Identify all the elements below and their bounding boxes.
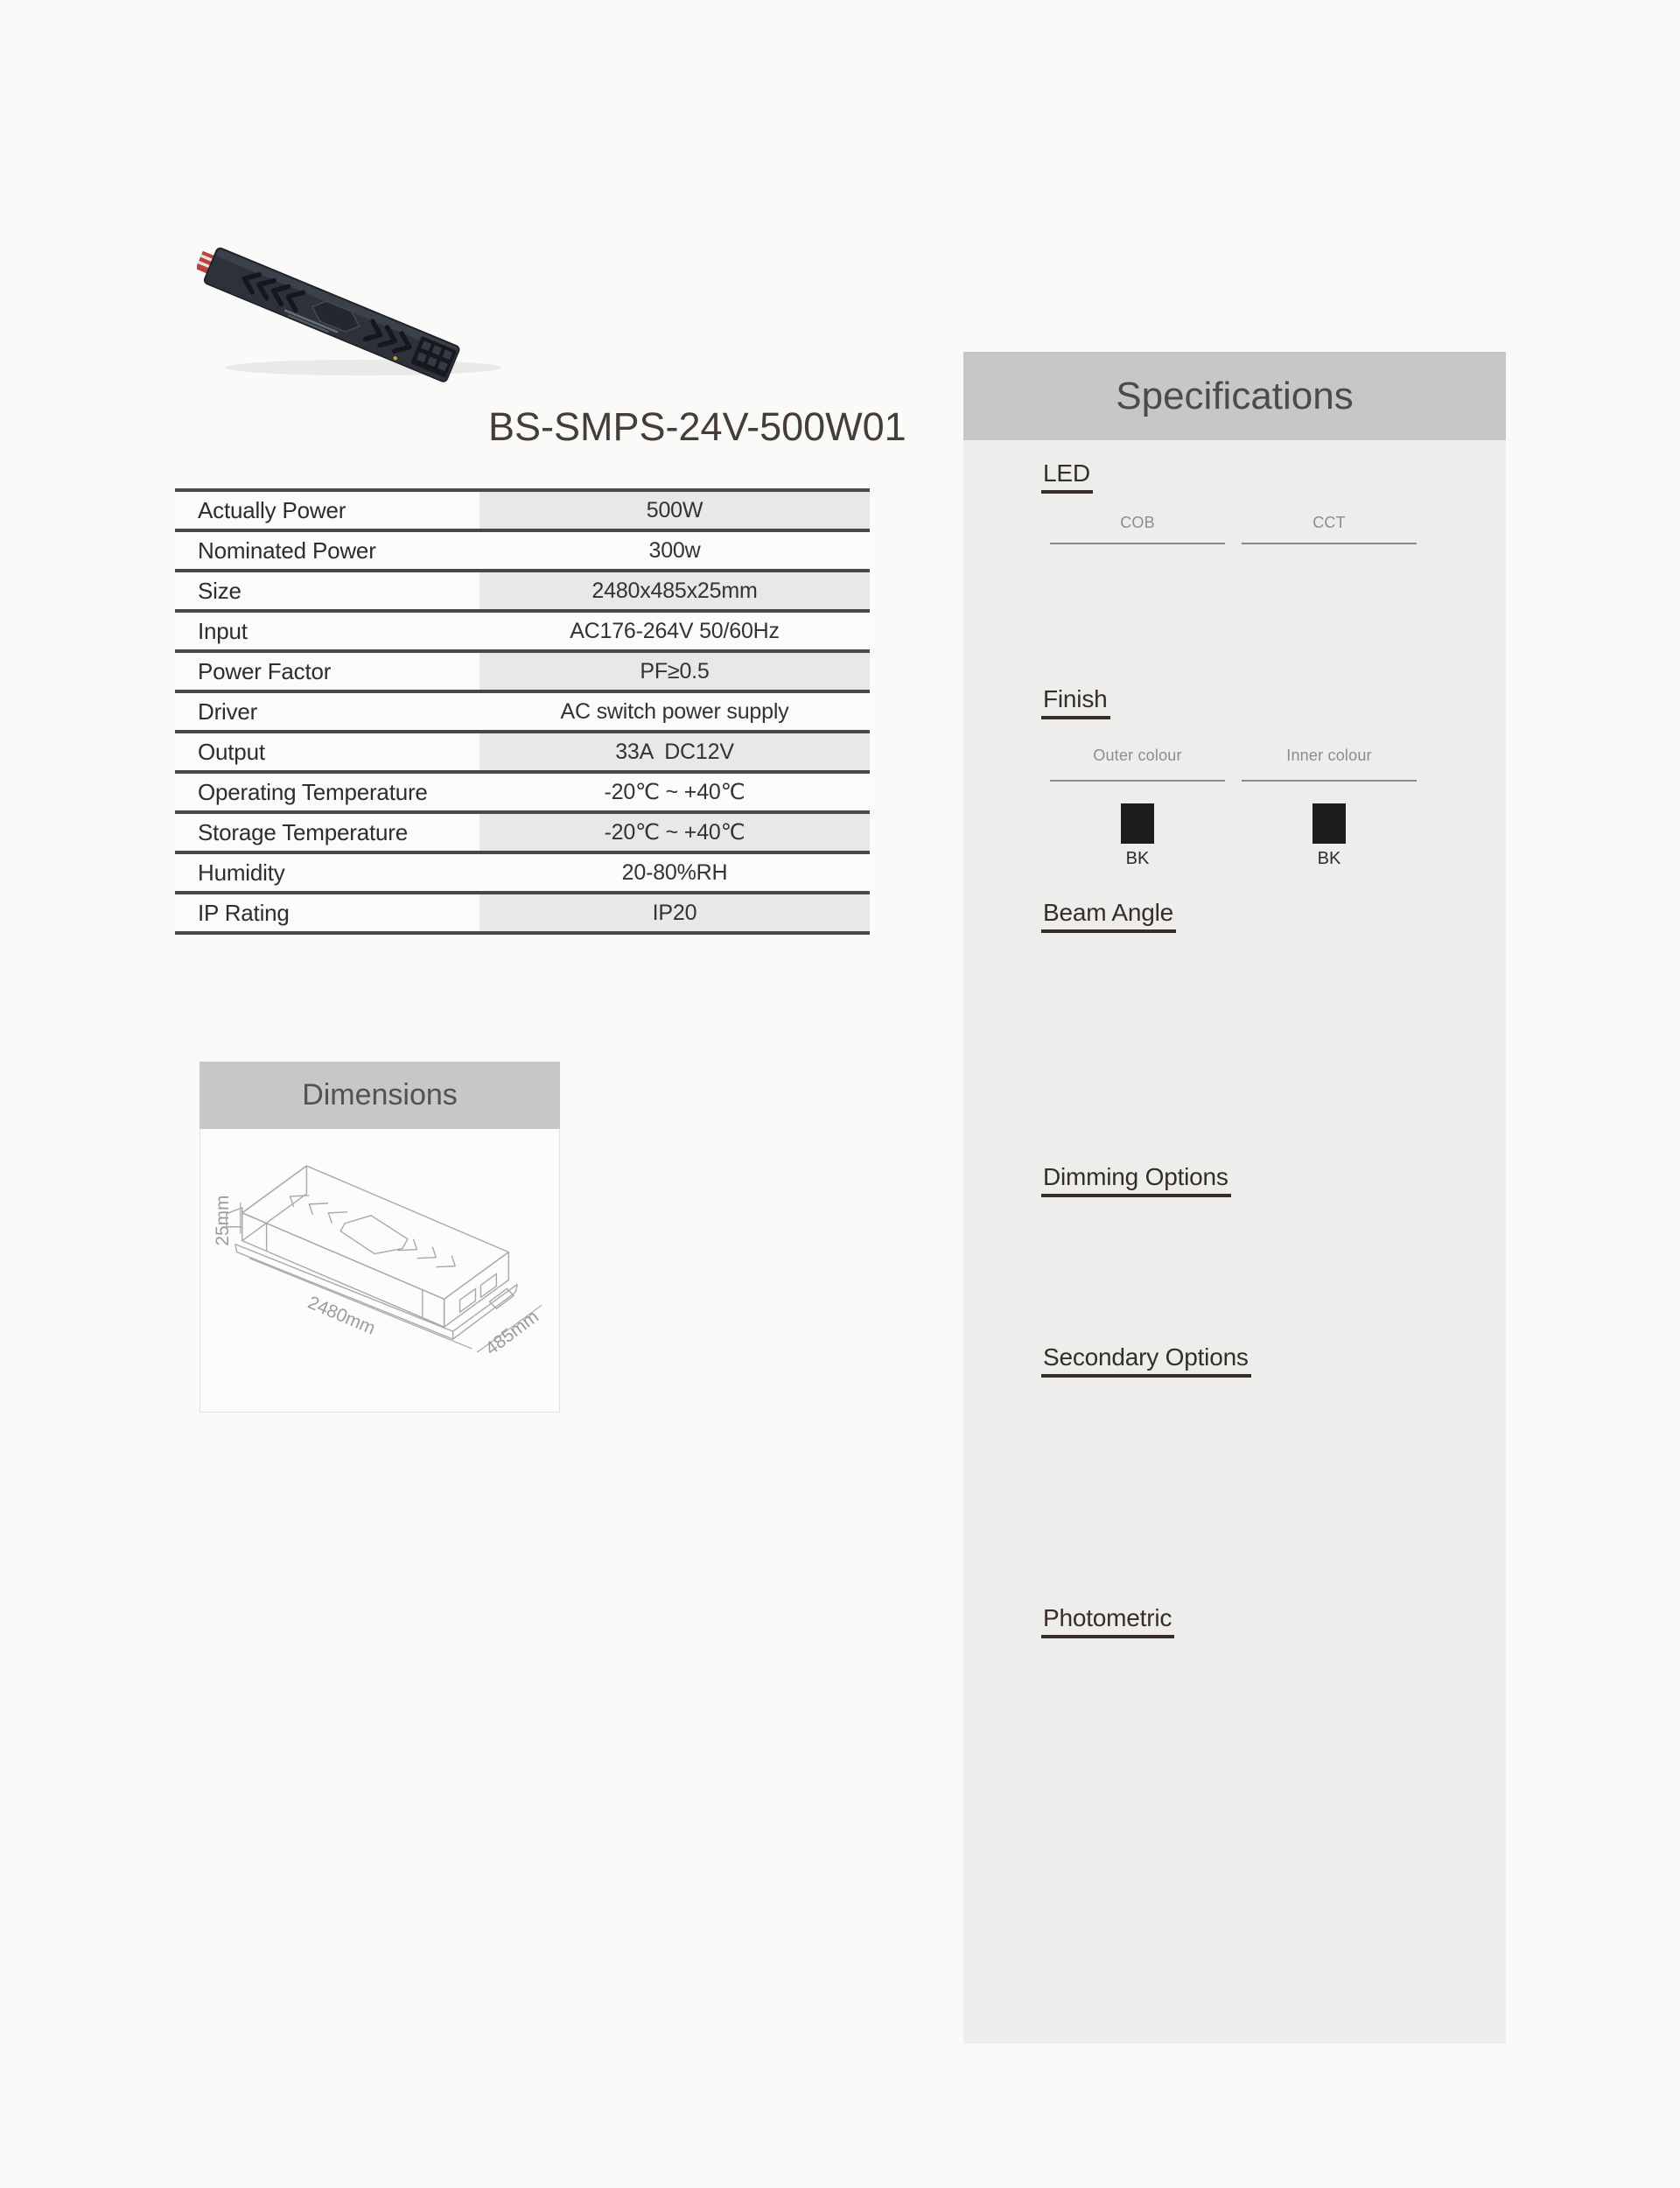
finish-column-inner: [1242, 746, 1417, 782]
section-heading-secondary-options: Secondary Options: [1041, 1344, 1251, 1378]
row-value: 33A DC12V: [480, 733, 870, 770]
row-label: Size: [175, 572, 480, 609]
row-value: 20-80%RH: [480, 854, 870, 891]
section-heading-photometric: Photometric: [1041, 1605, 1174, 1638]
table-row: [175, 854, 870, 894]
dimensions-header: Dimensions: [200, 1062, 560, 1129]
row-value: 2480x485x25mm: [480, 572, 870, 609]
product-photo-image: [197, 217, 512, 392]
row-label: Humidity: [175, 854, 480, 891]
specifications-panel: [963, 352, 1506, 2044]
page-title: BS-SMPS-24V-500W01: [488, 404, 906, 449]
row-label: Storage Temperature: [175, 814, 480, 851]
inner-colour-code: BK: [1317, 849, 1341, 868]
table-row: [175, 532, 870, 572]
column-label: CCT: [1242, 513, 1417, 544]
table-row: [175, 613, 870, 653]
table-row: [175, 894, 870, 935]
row-value: AC switch power supply: [480, 693, 870, 730]
row-label: Output: [175, 733, 480, 770]
dimensions-drawing: [200, 1129, 560, 1413]
section-heading-led: LED: [1041, 460, 1093, 494]
table-row: [175, 814, 870, 854]
row-label: Power Factor: [175, 653, 480, 690]
column-label: Inner colour: [1242, 746, 1417, 782]
width-dimension-label: 485mm: [481, 1306, 542, 1360]
height-dimension-label: 25mm: [212, 1195, 233, 1246]
led-column-cob: [1050, 513, 1225, 544]
row-value: -20℃ ~ +40℃: [480, 814, 870, 851]
specifications-header: Specifications: [963, 352, 1506, 440]
table-row: [175, 653, 870, 693]
row-value: 500W: [480, 492, 870, 529]
spec-table: [175, 488, 870, 935]
row-label: Operating Temperature: [175, 774, 480, 810]
dimensions-card: [200, 1062, 560, 1413]
row-label: Driver: [175, 693, 480, 730]
row-label: IP Rating: [175, 894, 480, 931]
column-label: Outer colour: [1050, 746, 1225, 782]
length-dimension-label: 2480mm: [304, 1292, 379, 1339]
outer-colour-swatch: [1121, 803, 1154, 844]
led-column-cct: [1242, 513, 1417, 544]
finish-column-outer: [1050, 746, 1225, 782]
section-heading-finish: Finish: [1041, 686, 1110, 719]
table-row: [175, 492, 870, 532]
row-label: Input: [175, 613, 480, 649]
section-heading-dimming-options: Dimming Options: [1041, 1164, 1231, 1197]
row-value: PF≥0.5: [480, 653, 870, 690]
inner-colour-swatch: [1312, 803, 1346, 844]
row-value: AC176-264V 50/60Hz: [480, 613, 870, 649]
section-heading-beam-angle: Beam Angle: [1041, 900, 1176, 933]
row-value: IP20: [480, 894, 870, 931]
table-row: [175, 572, 870, 613]
table-row: [175, 693, 870, 733]
row-label: Nominated Power: [175, 532, 480, 569]
table-row: [175, 774, 870, 814]
row-label: Actually Power: [175, 492, 480, 529]
outer-colour-code: BK: [1125, 849, 1150, 868]
isometric-drawing: [200, 1129, 559, 1412]
row-value: 300w: [480, 532, 870, 569]
table-row: [175, 733, 870, 774]
row-value: -20℃ ~ +40℃: [480, 774, 870, 810]
column-label: COB: [1050, 513, 1225, 544]
product-photo: [197, 217, 512, 392]
